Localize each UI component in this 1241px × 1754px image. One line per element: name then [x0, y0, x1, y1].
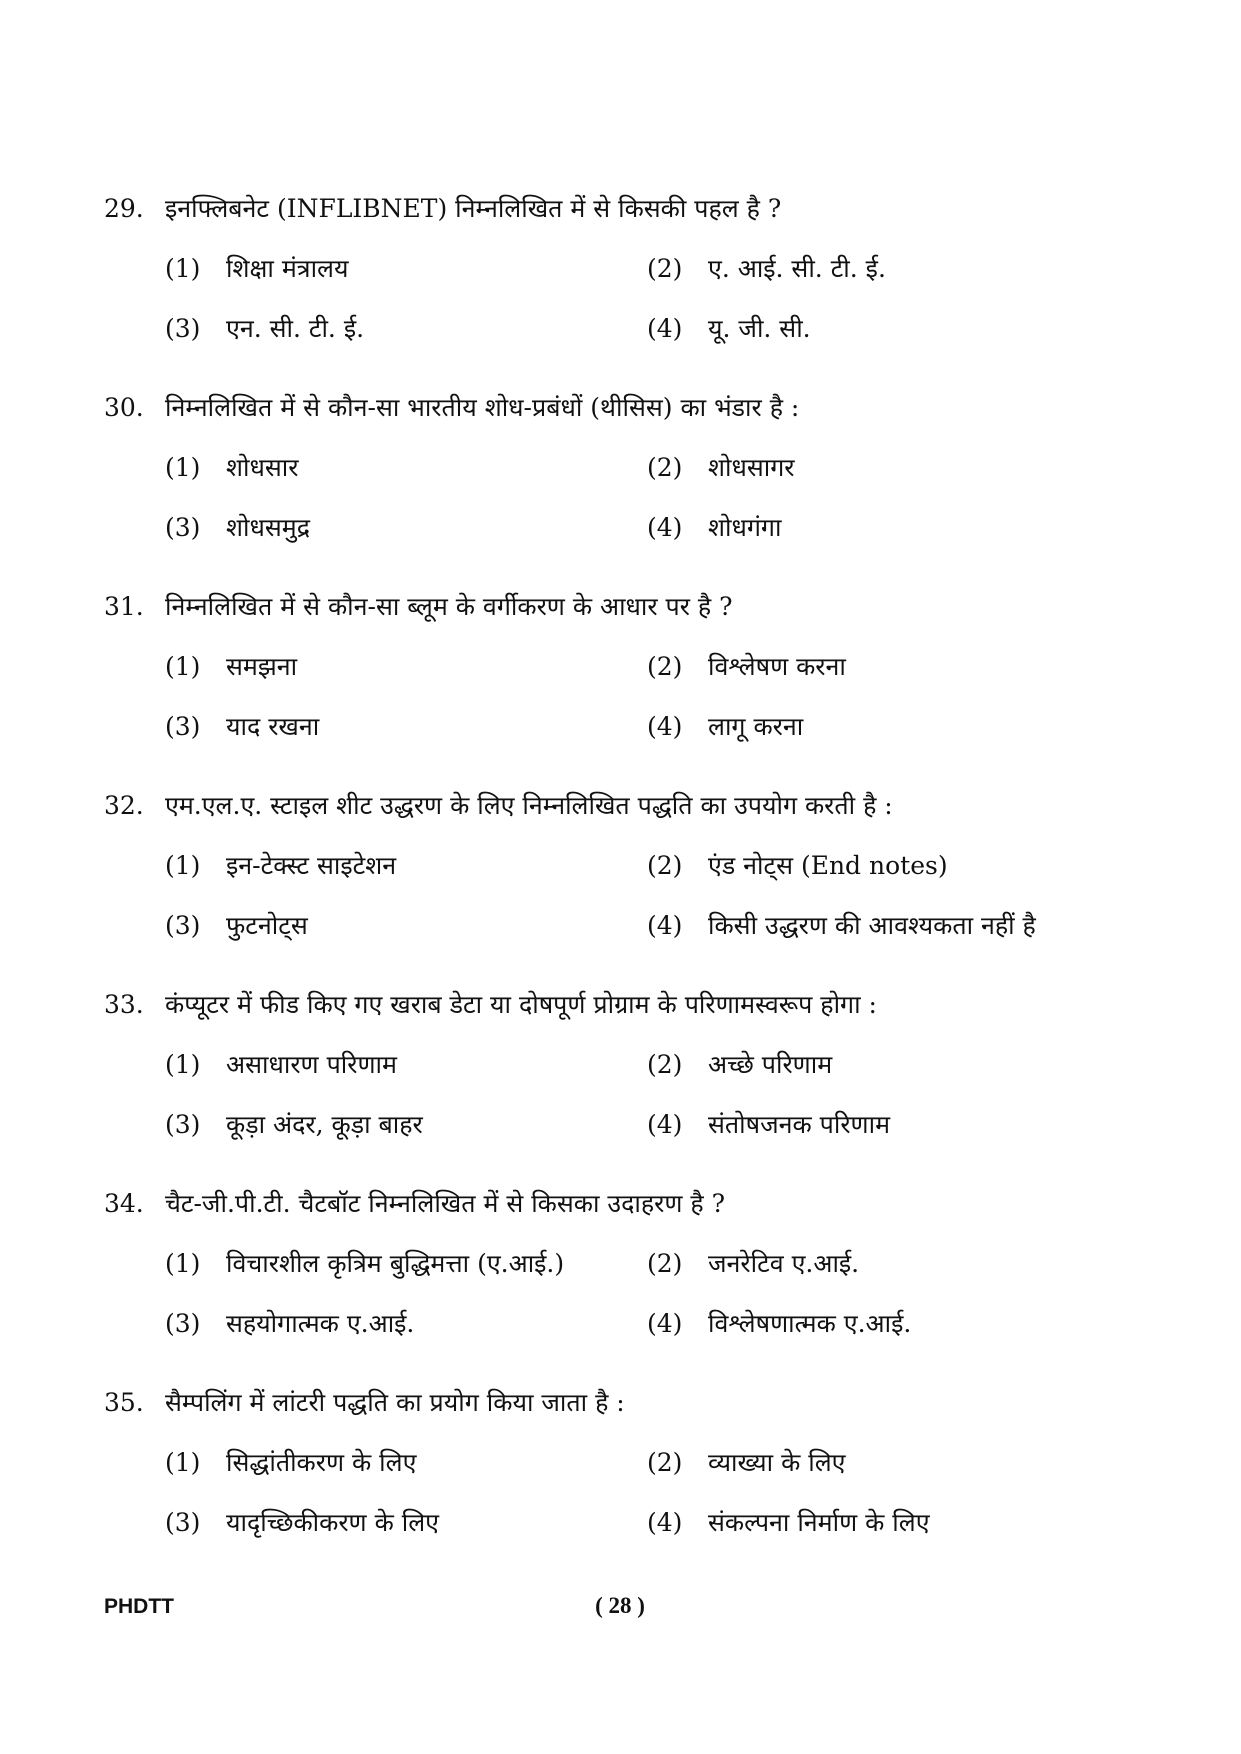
option-number: (2): [647, 254, 683, 283]
question-number: 34.: [104, 1189, 144, 1218]
option-number: (4): [647, 1508, 683, 1537]
option-text: एंड नोट्स (End notes): [708, 851, 948, 880]
option-number: (3): [165, 1508, 201, 1537]
option-number: (4): [647, 314, 683, 343]
option-text: विश्लेषणात्मक ए.आई.: [708, 1309, 912, 1338]
option-number: (2): [647, 453, 683, 482]
option-text: शोधसार: [226, 453, 299, 482]
question-number: 35.: [104, 1388, 144, 1417]
question-number: 30.: [104, 393, 144, 422]
option-number: (4): [647, 712, 683, 741]
option-text: शोधगंगा: [708, 513, 782, 542]
option-text: कूड़ा अंदर, कूड़ा बाहर: [226, 1110, 423, 1139]
option-number: (1): [165, 652, 201, 681]
option-number: (1): [165, 254, 201, 283]
option-text: शिक्षा मंत्रालय: [226, 254, 349, 283]
question-text: एम.एल.ए. स्टाइल शीट उद्धरण के लिए निम्नलिखित पद्धति का उपयोग करती है :: [165, 791, 893, 820]
option-number: (4): [647, 1110, 683, 1139]
option-number: (2): [647, 1050, 683, 1079]
question-line: [0, 985, 1241, 1025]
option-number: (2): [647, 1249, 683, 1278]
option-number: (3): [165, 1110, 201, 1139]
option-text: यू. जी. सी.: [708, 314, 811, 343]
exam-code: PHDTT: [104, 1595, 174, 1618]
question-line: [0, 1383, 1241, 1423]
option-number: (2): [647, 652, 683, 681]
option-number: (4): [647, 513, 683, 542]
option-number: (2): [647, 851, 683, 880]
option-number: (1): [165, 1050, 201, 1079]
question-line: [0, 587, 1241, 627]
option-text: ए. आई. सी. टी. ई.: [708, 254, 886, 283]
option-number: (1): [165, 1448, 201, 1477]
option-text: व्याख्या के लिए: [708, 1448, 846, 1477]
question-number: 29.: [104, 194, 144, 223]
option-number: (3): [165, 1309, 201, 1338]
option-number: (4): [647, 1309, 683, 1338]
question-text: कंप्यूटर में फीड किए गए खराब डेटा या दोषपूर्ण प्रोग्राम के परिणामस्वरूप होगा :: [165, 990, 877, 1019]
option-text: विचारशील कृत्रिम बुद्धिमत्ता (ए.आई.): [226, 1249, 565, 1278]
option-text: संकल्पना निर्माण के लिए: [708, 1508, 930, 1537]
question-line: [0, 1184, 1241, 1224]
option-text: सहयोगात्मक ए.आई.: [226, 1309, 415, 1338]
option-number: (2): [647, 1448, 683, 1477]
option-number: (3): [165, 712, 201, 741]
option-text: इन-टेक्स्ट साइटेशन: [226, 851, 397, 880]
option-text: लागू करना: [708, 712, 804, 741]
option-text: एन. सी. टी. ई.: [226, 314, 365, 343]
option-text: यादृच्छिकीकरण के लिए: [226, 1508, 439, 1537]
option-text: अच्छे परिणाम: [708, 1050, 833, 1079]
option-text: किसी उद्धरण की आवश्यकता नहीं है: [708, 911, 1036, 940]
option-text: समझना: [226, 652, 298, 681]
question-number: 31.: [104, 592, 144, 621]
option-text: सिद्धांतीकरण के लिए: [226, 1448, 417, 1477]
question-text: चैट-जी.पी.टी. चैटबॉट निम्नलिखित में से किसका उदाहरण है ?: [165, 1189, 725, 1218]
option-text: शोधसागर: [708, 453, 795, 482]
question-text: निम्नलिखित में से कौन-सा ब्लूम के वर्गीकरण के आधार पर है ?: [165, 592, 733, 621]
option-text: फुटनोट्स: [226, 911, 308, 940]
option-number: (1): [165, 453, 201, 482]
question-text: निम्नलिखित में से कौन-सा भारतीय शोध-प्रबंधों (थीसिस) का भंडार है :: [165, 393, 800, 422]
option-number: (4): [647, 911, 683, 940]
option-text: शोधसमुद्र: [226, 513, 310, 542]
option-text: याद रखना: [226, 712, 320, 741]
question-text: सैम्पलिंग में लांटरी पद्धति का प्रयोग किया जाता है :: [165, 1388, 625, 1417]
question-number: 32.: [104, 791, 144, 820]
option-number: (3): [165, 513, 201, 542]
question-line: [0, 189, 1241, 229]
option-number: (1): [165, 1249, 201, 1278]
question-line: [0, 786, 1241, 826]
option-text: संतोषजनक परिणाम: [708, 1110, 891, 1139]
option-text: जनरेटिव ए.आई.: [708, 1249, 860, 1278]
option-text: विश्लेषण करना: [708, 652, 846, 681]
option-number: (3): [165, 911, 201, 940]
question-line: [0, 388, 1241, 428]
page-number: ( 28 ): [595, 1593, 645, 1618]
option-number: (1): [165, 851, 201, 880]
option-number: (3): [165, 314, 201, 343]
question-number: 33.: [104, 990, 144, 1019]
option-text: असाधारण परिणाम: [226, 1050, 397, 1079]
question-text: इनफ्लिबनेट (INFLIBNET) निम्नलिखित में से किसकी पहल है ?: [165, 194, 782, 223]
